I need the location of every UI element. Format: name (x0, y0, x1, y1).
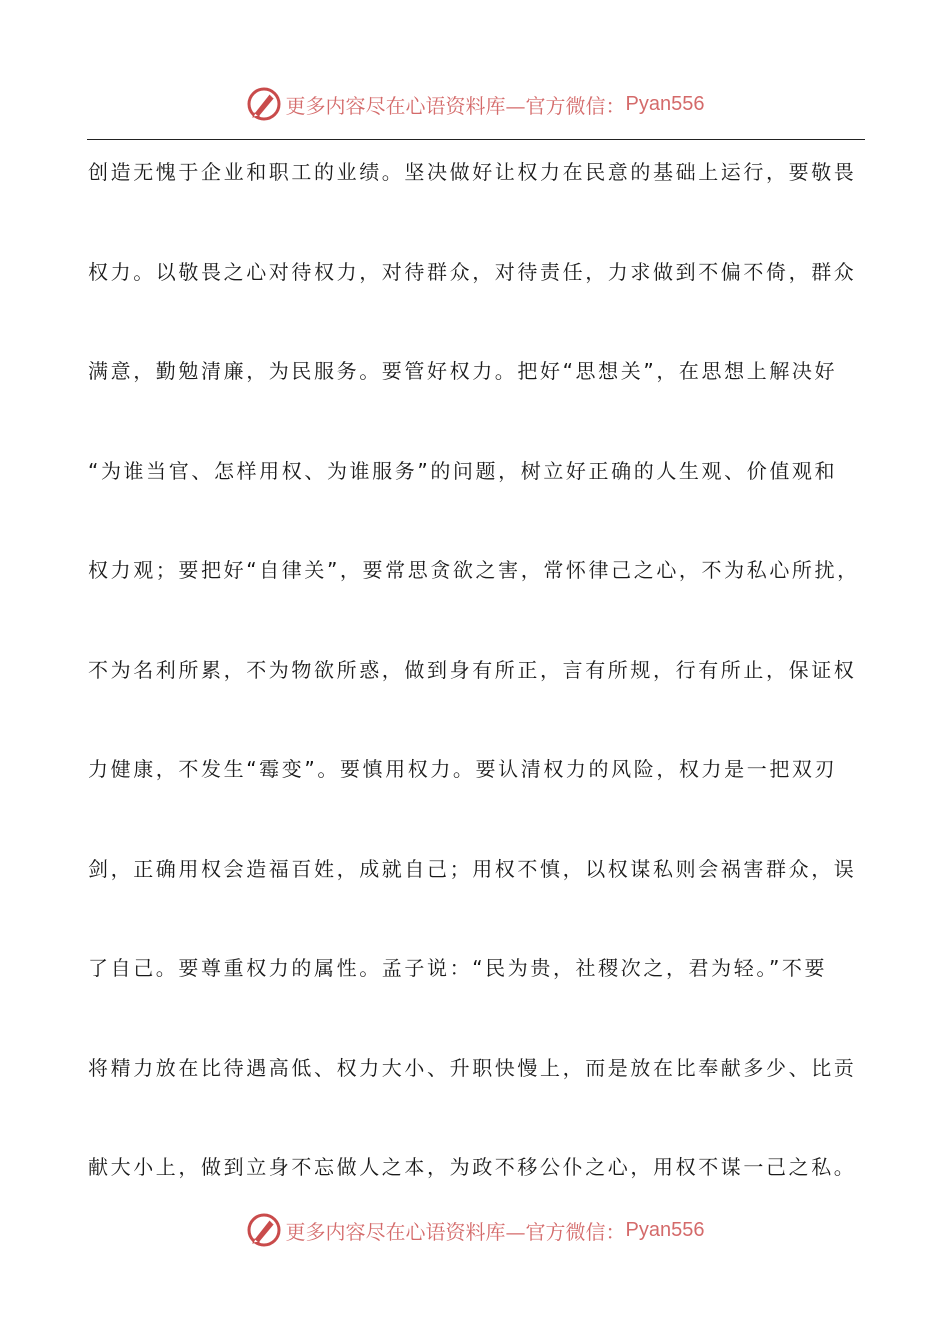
text-line: 满意，勤勉清廉，为民服务。要管好权力。把好“思想关”，在思想上解决好 (88, 359, 838, 383)
pen-logo-icon (246, 1212, 282, 1248)
banner-text: 更多内容尽在心语资料库—官方微信： (285, 1219, 626, 1244)
footer-banner (0, 1208, 950, 1252)
header-banner (0, 82, 950, 126)
wechat-handle: Pyan556 (625, 1218, 705, 1241)
text-line: 献大小上，做到立身不忘做人之本，为政不移公仆之心，用权不谋一己之私。 (88, 1155, 857, 1179)
banner-text: 更多内容尽在心语资料库—官方微信： (285, 93, 626, 118)
header-divider (87, 139, 865, 140)
text-line: 创造无愧于企业和职工的业绩。坚决做好让权力在民意的基础上运行，要敬畏 (88, 160, 857, 184)
text-line: 力健康，不发生“霉变”。要慎用权力。要认清权力的风险，权力是一把双刃 (88, 757, 838, 781)
wechat-handle: Pyan556 (625, 92, 705, 115)
text-line: 剑，正确用权会造福百姓，成就自己；用权不慎，以权谋私则会祸害群众，误 (88, 857, 857, 881)
text-line: 了自己。要尊重权力的属性。孟子说：“民为贵，社稷次之，君为轻。”不要 (88, 956, 828, 980)
text-line: 将精力放在比待遇高低、权力大小、升职快慢上，而是放在比奉献多少、比贡 (88, 1056, 857, 1080)
text-line: 权力观；要把好“自律关”，要常思贪欲之害，常怀律己之心，不为私心所扰， (88, 558, 860, 582)
text-line: 权力。以敬畏之心对待权力，对待群众，对待责任，力求做到不偏不倚，群众 (88, 260, 857, 284)
pen-logo-icon (246, 86, 282, 122)
text-line: 不为名利所累，不为物欲所惑，做到身有所正，言有所规，行有所止，保证权 (88, 658, 857, 682)
text-line: “为谁当官、怎样用权、为谁服务”的问题，树立好正确的人生观、价值观和 (88, 459, 838, 483)
